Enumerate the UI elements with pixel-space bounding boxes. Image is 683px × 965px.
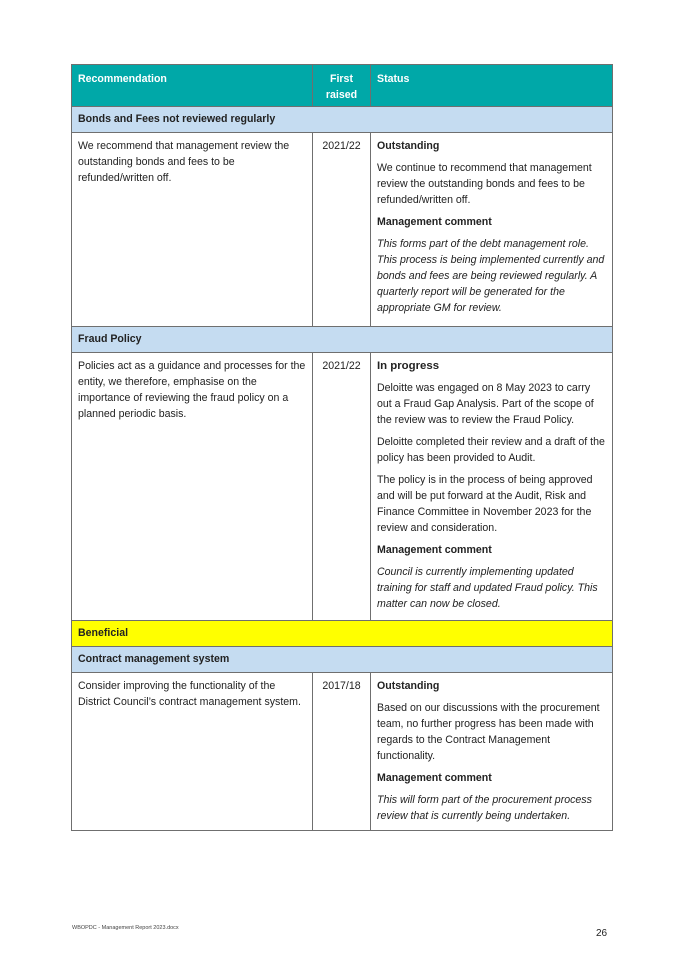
table-row [72,133,613,327]
status-cell [371,353,613,621]
management-comment-heading: Management comment [377,216,492,228]
table-row [72,353,613,621]
first-raised-cell: 2017/18 [313,673,371,831]
section-title: Bonds and Fees not reviewed regularly [72,107,613,133]
category-row [72,621,613,647]
management-comment-text: This will form part of the procurement process review that is currently being undertaken. [377,794,592,822]
status-paragraph: The policy is in the process of being approved and will be put forward at the Audit, Risk and Finance Committee in November 2023 for the review and consideration. [377,474,593,534]
status-cell [371,673,613,831]
table-header-row [72,65,613,107]
section-title: Contract management system [72,647,613,673]
status-cell [371,133,613,327]
management-comment-heading: Management comment [377,772,492,784]
management-comment-text: This forms part of the debt management role. This process is being implemented currently and bonds and fees are being reviewed regularly. A quarterly report will be generated for the appropriate GM for review. [377,238,605,314]
section-title-row [72,327,613,353]
status-heading: Outstanding [377,680,440,692]
category-label: Beneficial [72,621,613,647]
first-raised-cell: 2021/22 [313,133,371,327]
footer-document-name: WBOPDC - Management Report 2023.docx [72,925,179,931]
status-paragraph: Deloitte completed their review and a draft of the policy has been provided to Audit. [377,436,605,464]
management-comment-heading: Management comment [377,544,492,556]
status-heading: Outstanding [377,140,440,152]
status-paragraph: Deloitte was engaged on 8 May 2023 to carry out a Fraud Gap Analysis. Part of the scope of the review was to review the Fraud Policy. [377,382,594,426]
header-status: Status [371,65,613,107]
management-comment-text: Council is currently implementing updated training for staff and updated Fraud policy. This matter can now be closed. [377,566,598,610]
header-recommendation: Recommendation [72,65,313,107]
section-title-row [72,107,613,133]
header-first-raised: First raised [313,65,371,107]
status-heading: In progress [377,360,440,372]
page-number: 26 [596,928,608,939]
recommendation-cell: Consider improving the functionality of the District Council’s contract management system. [72,673,313,831]
recommendation-cell: We recommend that management review the outstanding bonds and fees to be refunded/written off. [72,133,313,327]
status-paragraph: We continue to recommend that management review the outstanding bonds and fees to be refunded/written off. [377,162,592,206]
section-title: Fraud Policy [72,327,613,353]
section-title-row [72,647,613,673]
recommendations-table [71,64,613,831]
table-row [72,673,613,831]
recommendation-cell: Policies act as a guidance and processes for the entity, we therefore, emphasise on the importance of reviewing the fraud policy on a planned periodic basis. [72,353,313,621]
first-raised-cell: 2021/22 [313,353,371,621]
status-paragraph: Based on our discussions with the procurement team, no further progress has been made with regards to the Contract Management functionality. [377,702,600,762]
